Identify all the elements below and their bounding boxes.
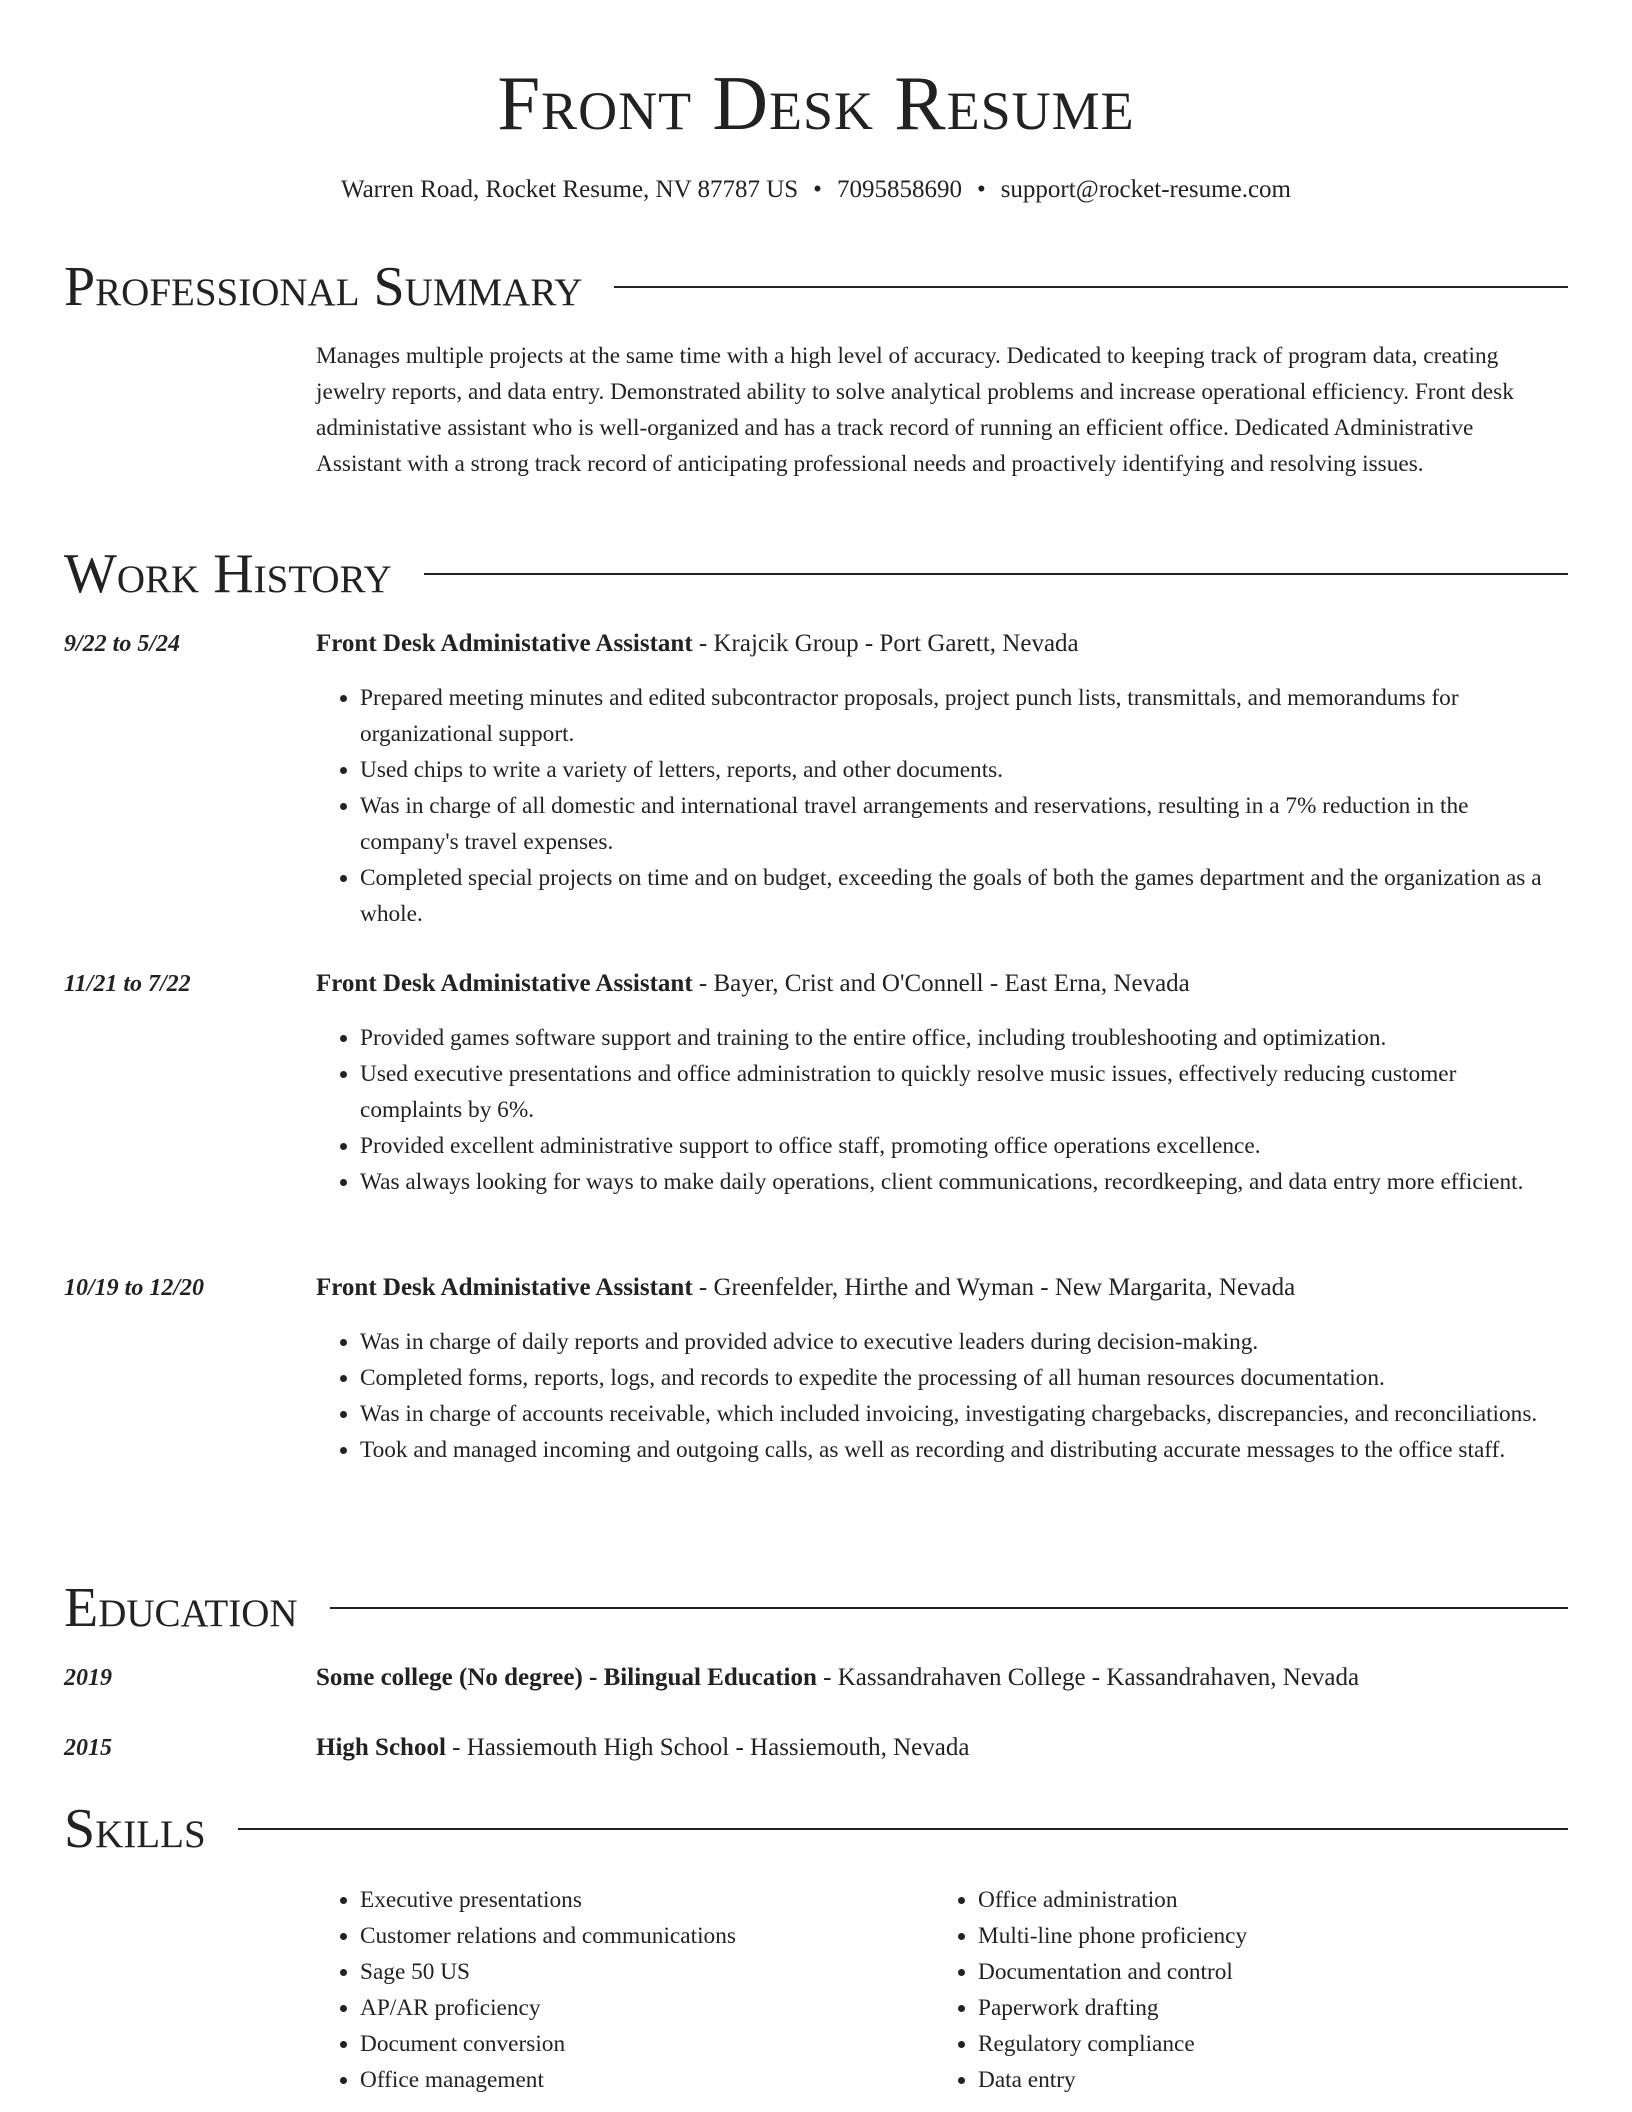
list-item: • Regulatory compliance (978, 2026, 1538, 2062)
summary-text: Manages multiple projects at the same time with a high level of accuracy. Dedicated to keeping track of program data, creating jewelry reports, and data entry. Demonstrated ability to solve analytical problems and increase operational efficiency. Front desk administative assistant who is well-organized and has a track record of running an efficient office. Dedicated Administrative Assistant with a strong track record of anticipating professional needs and proactively identifying and resolving issues. (316, 343, 1514, 477)
list-item: • Executive presentations (360, 1882, 920, 1918)
job-dates: 10/19 to 12/20 (64, 1275, 205, 1301)
job-bullets (316, 680, 1556, 932)
job-dates: 11/21 to 7/22 (64, 971, 191, 997)
job-bullets (316, 1020, 1556, 1200)
list-item: • Took and managed incoming and outgoing calls, as well as recording and distributing accurate messages to the office staff. (360, 1432, 1556, 1468)
education-details: - Hassiemouth High School - Hassiemouth, Nevada (445, 1734, 970, 1761)
list-item: • Was in charge of all domestic and international travel arrangements and reservations, resulting in a 7% reduction in the company's travel expenses. (360, 788, 1556, 860)
job-bullets (316, 1324, 1556, 1468)
list-item: • Document conversion (360, 2026, 920, 2062)
list-item: • Multi-line phone proficiency (978, 1918, 1538, 1954)
section-title: Skills (64, 1798, 206, 1860)
job-details: - Bayer, Crist and O'Connell - East Erna, Nevada (692, 970, 1190, 997)
section-title: Professional Summary (64, 256, 583, 318)
list-item: • Provided excellent administrative support to office staff, promoting office operations excellence. (360, 1128, 1556, 1164)
skills-list-right (934, 1882, 1538, 2098)
list-item: • Customer relations and communications (360, 1918, 920, 1954)
list-item: • Office administration (978, 1882, 1538, 1918)
skills-list-left (316, 1882, 920, 2098)
contact-phone: 7095858690 (836, 176, 962, 203)
contact-separator: • (976, 176, 986, 203)
list-item: • Was in charge of accounts receivable, which included invoicing, investigating chargebacks, discrepancies, and reconciliations. (360, 1396, 1556, 1432)
contact-email: support@rocket-resume.com (1000, 176, 1291, 203)
section-divider (614, 286, 1568, 288)
section-title: Work History (64, 543, 392, 605)
job-title-line (316, 626, 1568, 662)
section-heading-education (64, 1575, 1568, 1641)
list-item: • Office management (360, 2062, 920, 2098)
job-title-line (316, 966, 1568, 1002)
job-title: Front Desk Administative Assistant (316, 970, 693, 997)
list-item: • Data entry (978, 2062, 1538, 2098)
section-heading-summary (64, 254, 1568, 320)
section-divider (330, 1607, 1568, 1609)
list-item: • Provided games software support and training to the entire office, including troubleshooting and optimization. (360, 1020, 1556, 1056)
list-item: • AP/AR proficiency (360, 1990, 920, 2026)
list-item: • Completed forms, reports, logs, and records to expedite the processing of all human resources documentation. (360, 1360, 1556, 1396)
list-item: • Paperwork drafting (978, 1990, 1538, 2026)
education-year: 2015 (64, 1735, 112, 1761)
education-title-line (316, 1660, 1568, 1696)
list-item: • Prepared meeting minutes and edited subcontractor proposals, project punch lists, transmittals, and memorandums for organizational support. (360, 680, 1556, 752)
section-divider (238, 1828, 1568, 1830)
section-heading-work-history (64, 541, 1568, 607)
job-title-line (316, 1270, 1568, 1306)
job-dates: 9/22 to 5/24 (64, 631, 181, 657)
contact-address: Warren Road, Rocket Resume, NV 87787 US (340, 176, 799, 203)
job-details: - Greenfelder, Hirthe and Wyman - New Margarita, Nevada (692, 1274, 1296, 1301)
contact-line (0, 172, 1632, 208)
education-year: 2019 (64, 1665, 112, 1691)
job-title: Front Desk Administative Assistant (316, 1274, 693, 1301)
education-details: - Kassandrahaven College - Kassandrahaven, Nevada (816, 1664, 1360, 1691)
job-details: - Krajcik Group - Port Garett, Nevada (692, 630, 1079, 657)
list-item: • Completed special projects on time and on budget, exceeding the goals of both the games department and the organization as a whole. (360, 860, 1556, 932)
education-title: Some college (No degree) - Bilingual Education (316, 1664, 817, 1691)
education-title: High School (316, 1734, 446, 1761)
section-divider (424, 573, 1568, 575)
job-title: Front Desk Administative Assistant (316, 630, 693, 657)
contact-separator: • (813, 176, 822, 203)
resume-title: Front Desk Resume (497, 60, 1135, 146)
section-heading-skills (64, 1796, 1568, 1862)
list-item: • Sage 50 US (360, 1954, 920, 1990)
list-item: • Was in charge of daily reports and provided advice to executive leaders during decision-making. (360, 1324, 1556, 1360)
education-title-line (316, 1730, 1568, 1766)
list-item: • Was always looking for ways to make daily operations, client communications, recordkeeping, and data entry more efficient. (360, 1164, 1556, 1200)
list-item: • Used executive presentations and office administration to quickly resolve music issues, effectively reducing customer complaints by 6%. (360, 1056, 1556, 1128)
list-item: • Used chips to write a variety of letters, reports, and other documents. (360, 752, 1556, 788)
section-title: Education (64, 1577, 298, 1639)
list-item: • Documentation and control (978, 1954, 1538, 1990)
